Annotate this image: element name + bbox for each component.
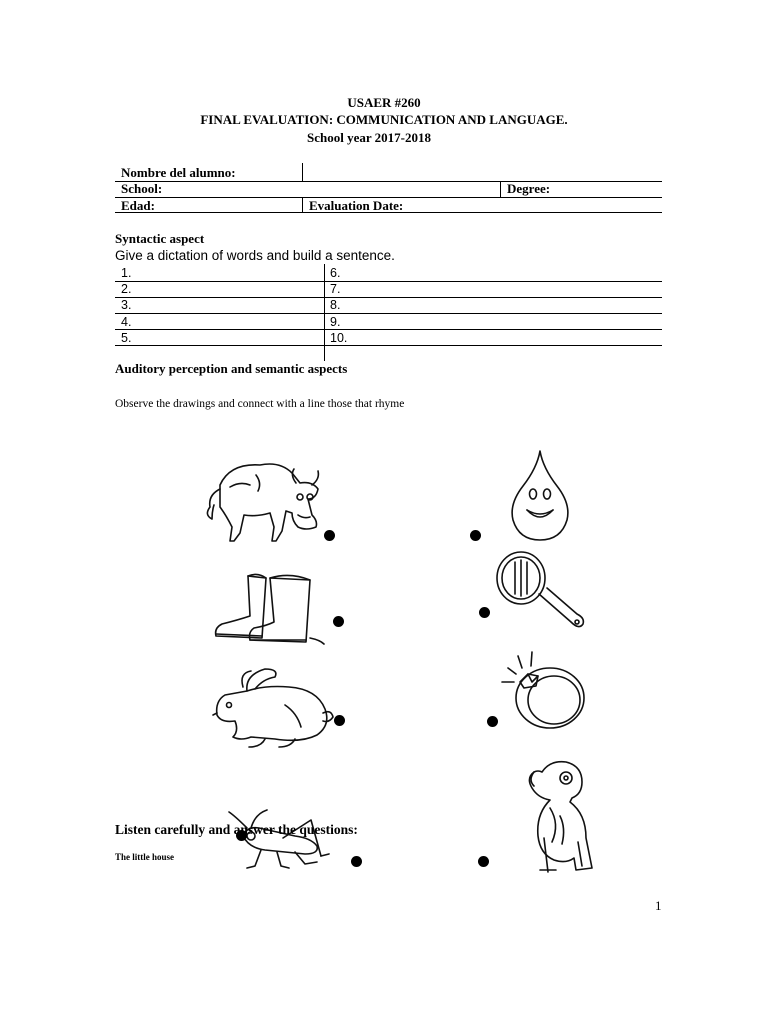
dictation-number-7: 7.	[330, 282, 341, 296]
water-drop-icon	[505, 448, 575, 543]
ring-connect-dot[interactable]	[487, 716, 498, 727]
rabbit-connect-dot[interactable]	[334, 715, 345, 726]
auditory-instruction: Observe the drawings and connect with a line those that rhyme	[115, 398, 405, 410]
header-subtitle: FINAL EVALUATION: COMMUNICATION AND LANGUAGE.	[200, 112, 568, 127]
evaluation-date-label: Evaluation Date:	[309, 198, 404, 213]
dictation-number-5: 5.	[121, 331, 132, 345]
syntactic-title: Syntactic aspect	[115, 231, 205, 246]
school-label: School:	[121, 181, 163, 196]
header-title: USAER #260	[347, 95, 421, 110]
grasshopper-connect-dot-right[interactable]	[351, 856, 362, 867]
dictation-number-1: 1.	[121, 266, 132, 280]
boots-connect-dot[interactable]	[333, 616, 344, 627]
listen-title: Listen carefully and answer the questions:	[115, 822, 358, 837]
dictation-number-2: 2.	[121, 282, 132, 296]
page-number: 1	[655, 898, 662, 913]
auditory-title: Auditory perception and semantic aspects	[115, 361, 348, 376]
dictation-number-6: 6.	[330, 266, 341, 280]
syntactic-instruction: Give a dictation of words and build a sentence.	[115, 248, 395, 263]
degree-label: Degree:	[507, 181, 551, 196]
ring-icon	[498, 648, 593, 733]
school-year: School year 2017-2018	[307, 130, 431, 145]
bull-connect-dot[interactable]	[324, 530, 335, 541]
parrot-icon	[520, 758, 595, 876]
story-title: The little house	[115, 852, 175, 862]
boots-icon	[210, 568, 330, 648]
dictation-number-10: 10.	[330, 331, 348, 345]
dictation-number-9: 9.	[330, 315, 341, 329]
parrot-connect-dot[interactable]	[478, 856, 489, 867]
age-label: Edad:	[121, 198, 155, 213]
hand-mirror-connect-dot[interactable]	[479, 607, 490, 618]
rabbit-icon	[205, 665, 335, 750]
dictation-number-3: 3.	[121, 298, 132, 312]
hand-mirror-icon	[493, 548, 588, 633]
dictation-number-4: 4.	[121, 315, 132, 329]
water-drop-connect-dot[interactable]	[470, 530, 481, 541]
dictation-number-8: 8.	[330, 298, 341, 312]
bull-icon	[200, 455, 330, 545]
student-name-label: Nombre del alumno:	[121, 165, 236, 180]
